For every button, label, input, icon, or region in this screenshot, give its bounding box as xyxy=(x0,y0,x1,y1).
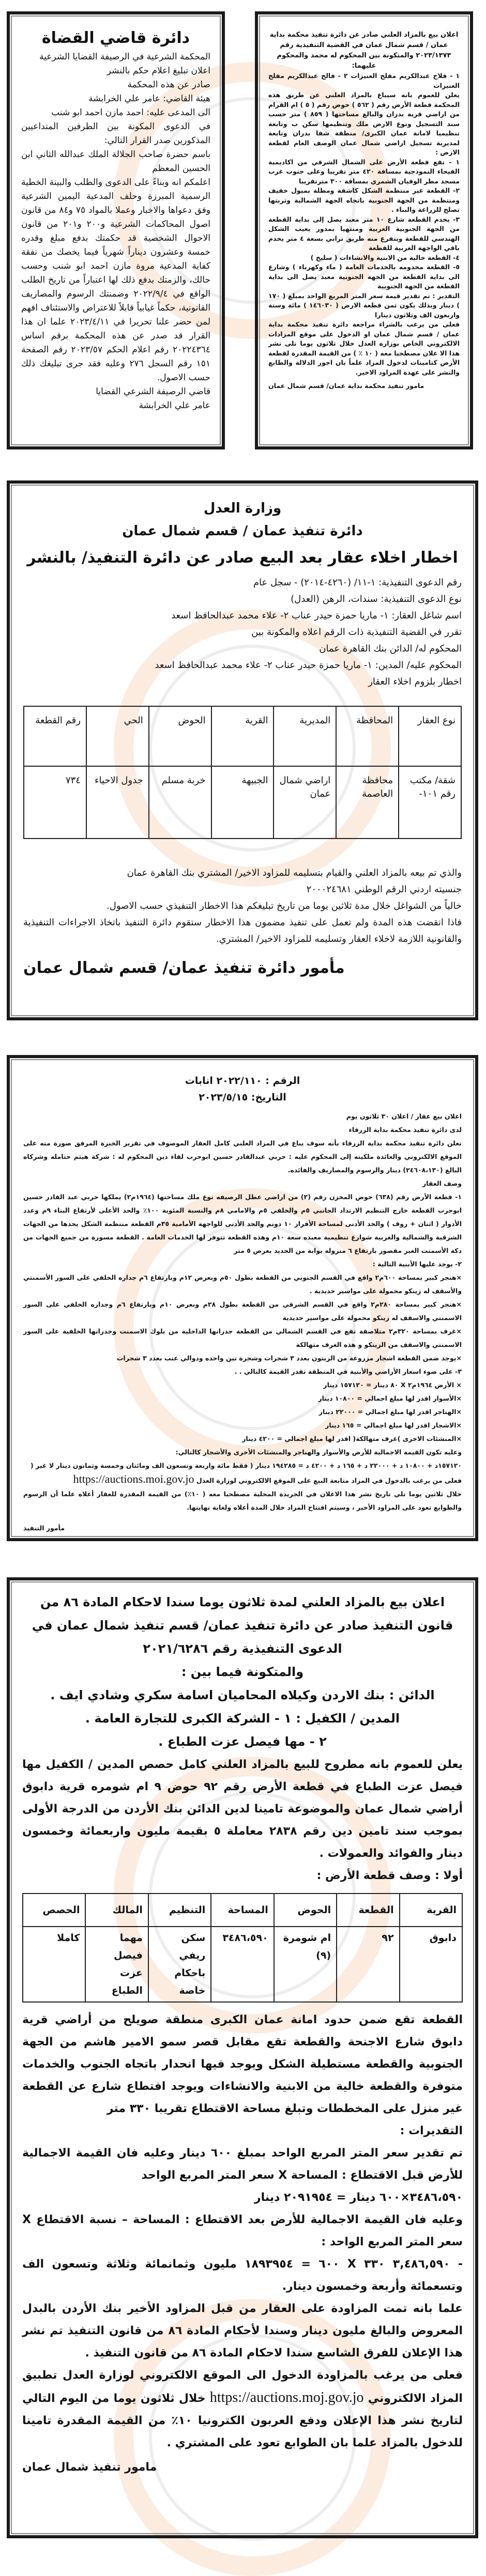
paragraph: اعلان تبليغ اعلام حكم بالنشر xyxy=(107,66,210,76)
paragraph: تقرر في القضية التنفيذية ذات الرقم اعلاه والمكونة بين xyxy=(251,627,462,638)
paragraph: ٢ - مها فيصل عزت الطباع . xyxy=(158,1734,327,1749)
notice-badran-auction xyxy=(255,11,473,449)
paragraph: ×الأسوار اقدر لها مبلغ اجمالي = ١٠٨٠٠ دينار xyxy=(318,1394,462,1402)
paragraph: ١- قطعة الأرض رقم (٦٣٨) حوض المخزن رقم (٢) من اراضي عطل الرصيفه نوع ملك مساحتها (١٩٦٤م٢) يملكها حربي عبد القادر حسين ابوحرب القطعة خارج التنظيم الارتداد الجانبي ٥م والخلفي ٥م والامامي ٨م والنسبة المئوية ١٠٠٪ والحد الأعلى لأرتفاع البناء ٩م وعدد الأدوار ( اثنان + روف ) والحد الأدنى لمساحة الأفراز ١٠ دونم والحد الأدنى للواجهة الأمامية ٣٥م القطعة منتظمة الشكل يحدها من الجهات الشرقية والشمالية والغربية شوارع تنظيمية معبده سعة ١٠م وهذه القطعة تتوفر لها الخدمات العامة . القطعة مسورة من جميع الجهات من دكة الأسمنت الغير مقصور بارتفاع ٦ متروله بوابة من الحديد بعرض ٥ متر xyxy=(23,1193,462,1254)
notice-header xyxy=(22,1591,463,1753)
paragraph: ٣- يخدم القطعة شارع ١٠ متر معبد يصل إلى بداية القطعة من الجهة الجنوبية الغربية ومنتهيا بمدور يعيب الشكل الهندسي للقطعة ويتفرع منه طريق ترابي بسعة ٤ متر يخدم باقي الواجهة الغربية للقطعة xyxy=(268,215,460,252)
notice-body xyxy=(268,71,460,377)
paragraph: اخطار بلزوم اخلاء العقار xyxy=(368,676,462,687)
column-header: نوع العقار xyxy=(399,706,461,766)
auctions-link[interactable]: https://auctions.moj.gov.jo xyxy=(209,2389,364,2406)
column-header: الحوض xyxy=(149,706,211,766)
notice-body-after xyxy=(23,865,462,948)
paragraph: والذي تم بيعه بالمزاد العلني والقيام بتسليمه للمزاود الاخير/ المشتري بنك القاهرة عمان xyxy=(127,867,462,878)
paragraph: ١ - تقع قطعة الأرض على الشمال الشرقي من اكاديمية الفيحاء النموذجية بمسافة ٤٢٠ متر تقريبا وعلى جنوب غرب مسجد مطر الوقيان الشمري بمسافة ٣٠٠ مترتقريبا xyxy=(268,158,460,185)
paragraph: تعلن دائرة تنفيذ محكمة بداية الزرقاء بأنه سوف يباع في المزاد العلني كامل العقار الموصوف في تقرير الخبرة المرفق صورة منه على الموقع الالكتروني والعائدة ملكيته إلى المحكوم عليه : حربي عبدالقادر حسين ابوحرب لقاء دين المحكوم له : شركة هيثم حتامله وشركاه البالغ (٢٤٦٠٨،١٣٠) دينار والرسوم والمصاريف والفائده. xyxy=(23,1139,462,1174)
paragraph: اعلان بيع بالمزاد العلني لمدة ثلاثون يوما سندا لاحكام المادة ٨٦ من قانون التنفيذ صادر عن دائرة تنفيذ عمان/ قسم تنفيذ شمال عمان في الدعوى التنفيذية رقم ٢٠٢١/٦٢٨٦ xyxy=(32,1595,453,1656)
notice-date: التاريخ: ٢٠٢٣/٥/١٥ xyxy=(199,1092,286,1103)
paragraph: المدين / الكفيل : ١ - الشركة الكبرى للتجارة العامة . xyxy=(85,1711,400,1726)
paragraph: علما بانه تمت المزاودة على العقار من قبل المزاود الأخير بنك الأردن بالبدل المعروض والبالغ مليون دينار وسندا لأحكام المادة ٨٦ من قانون التنفيذ تم نشر هذا الإعلان للفرق الشاسع سندا لاحكام المادة ٨٦ من قانون التنفيذ . xyxy=(22,2302,463,2360)
paragraph: عامر علي الخرابشة xyxy=(139,400,210,411)
paragraph: هيئة القاضي: عامر علي الخرابشة xyxy=(88,94,210,104)
paragraph: التقدير : تم تقدير قيمة سعر المتر المربع الواحد بمبلغ ( ١٧٠ ) دينار وبذلك يكون ثمن قطعة الارض ( ١٤٦٠٣٠ ) مائة وستة واربعون الف وثلاثون دينارا xyxy=(268,291,460,319)
table-cell: سكن ريفي باحكام خاصة xyxy=(148,1927,211,2002)
column-header: الحصص xyxy=(23,1894,85,1927)
paragraph: ×هنجر كبير بمساحة ٦٠٠م٢ واقع في القسم الجنوبي من القطعة بطول ٥٠م وبعرض ١٢م وبارتفاع ٦م جداره الخلفي على السور الأسمنتي والأسقف له زينكو محمولة على مواسير حديدية . xyxy=(23,1274,462,1295)
column-header: الحي xyxy=(86,706,149,766)
table-header-row xyxy=(23,1894,462,1927)
closing-text: خلال ثلاثون يوما من اليوم التالي لتاريخ نشر هذا الإعلان ودفع العربون الكترونيا ١٠٪ من القيمة المقدرة تامينا للدخول بالمزاد علما بان الطوابع تعود على المشتري . xyxy=(22,2392,463,2449)
notice-body xyxy=(23,575,462,690)
column-header: التنظيم xyxy=(148,1894,211,1927)
paragraph: المحكوم له/ الدائن بنك القاهرة عمان xyxy=(319,643,462,654)
column-header: المساحة xyxy=(211,1894,274,1927)
department-name: دائرة تنفيذ عمان / قسم شمال عمان xyxy=(122,523,363,539)
url-intro: فعلى من يرغب بالمزاودة الدخول الى الموقع الالكتروني لوزارة العدل تطبيق المزاد الالكتروني xyxy=(22,2369,463,2405)
paragraph: تم تقدير سعر المتر المربع الواحد بمبلغ ٦٠٠ دينار وعليه فان القيمة الاجمالية للأرض قبل الاقتطاع : المساحة X سعر المتر المربع الواحد xyxy=(22,2147,463,2182)
notice-header: اعلان بيع بالمزاد العلني صادر عن دائرة تنفيذ محكمة بداية عمان / قسم شمال عمان في القضية التنفيذية رقم ٢٠٢٣/١٣٧٣ والمتكونة بين المحكوم له محمد والمحكوم عليهما: xyxy=(269,31,459,70)
notice-body xyxy=(21,50,210,385)
notice-body xyxy=(22,1753,463,1887)
paragraph: ×هنجر كبير بمساحة ٢٨٠م٢ واقع في القسم الشرقي من القطعة بطول ٢٨م وبعرض ١٠م وبارتفاع ٦م وجداره الخلفي على السور الاسمنتي والاسقف له زينكو محمولة على مواسير حديدية xyxy=(23,1300,462,1322)
paragraph: قاضي الرصيفة الشرعي القضايا xyxy=(96,386,210,397)
table-cell: خربة مسلم xyxy=(149,766,211,839)
paragraph: ×المنشئات الاخرى )غرف متهالكة( اقدر لها مبلغ اجمالي = ٤٢٠٠ دينار xyxy=(242,1435,462,1442)
signature: مأمور التنفيذ xyxy=(23,1524,65,1532)
table-cell: اراضي شمال عمان xyxy=(274,766,336,839)
signature: مامور تنفيذ محكمة بداية عمان/ قسم شمال عمان xyxy=(268,382,424,390)
table-row xyxy=(23,1927,462,2002)
paragraph: القطعة تقع ضمن حدود امانة عمان الكبرى منطقة صويلح من أراضي قرية دابوق شارع الاجنحة والقطعة تقع مقابل قصر سمو الامير هاشم من الجهة الجنوبية والقطعة مستطيلة الشكل ويوجد فيها انحدار باتجاه الجنوب والخدمات متوفرة والقطعة خالية من الابنية والانشاءات ويوجد افتطاع شارع عن القطعة غير منزل على المخططات وتبلغ مساحة الاقتطاع تقريبا ٣٣٠ متر xyxy=(22,2013,463,2115)
column-header: رقم القطعة xyxy=(24,706,86,766)
notice-dabouq-auction xyxy=(7,1577,478,2538)
paragraph: ١٥٧١٢٠د + ١٠٨٠٠ د + ٢٢٠٠٠ د + ١٦٥ د + ٤٢٠٠ د = ١٩٤٢٨٥ دينار ( فقط مائة واربعة وتسعون الف ومائتان وخمسة وثمانون دينار لا غير ( xyxy=(30,1462,462,1469)
column-header: القطعة xyxy=(337,1894,399,1927)
paragraph: ٥- القطعة مخدومه بالخدمات العامة ( ماء وكهرباء ) وشارع الى بداية القطعة من الجهة الجنوبية معبد يصل الى بداية القطعة من الجهة الجنوبية xyxy=(268,263,460,290)
table-cell: كاملا xyxy=(23,1927,85,2002)
notice-body-after xyxy=(22,2009,463,2364)
auctions-link[interactable]: https://auctions.moi.gov.jo xyxy=(73,1472,194,1485)
paragraph: المحكمة الشرعية في الرصيفة القضايا الشرعية xyxy=(39,52,210,62)
column-header: المديرية xyxy=(274,706,336,766)
reference-number: الرقم : ٢٠٢٢/١١٠ انابات xyxy=(185,1075,300,1087)
paragraph: يعلن للعموم بانه سيباع بالمزاد العلني عن طريق هذه المحكمة قطعة الأرض رقم ( ٥٦٢ ) حوض رقم ( ٥ ) ام القرام من اراضي قرية بدران والبالغ مساحتها ( ٨٥٩ ) متر حسب سند التسجيل ونوع الارض ملك وتنظيمها سكن ب وتابعة تنظيميا لامانة عمان الكبرى/ منطقة شفا بدران وتابعة لمديرية تسجيل اراضي شمال عمان الوصف العام لقطعة الارض : xyxy=(268,91,460,156)
paragraph: والمتكونة فيما بين : xyxy=(181,1665,304,1679)
paragraph: فعلى من يرغب بالشراء مراجعة دائرة تنفيذ محكمة بداية عمان / قسم شمال عمان او الدخول على موقع المزادات الالكتروني الخاص بوزارة العدل خلال ثلاثون يوما تلى نشر هذا الا علان مصطحبا معه ( ١٠ ٪ ) من القيمة المقدرة لقطعة الأرض كتامينات لدخول المزاد علماً بان اجور الدلالة والطابع والنشر على عهدة المزاود الاخير. xyxy=(268,320,460,376)
paragraph: وعليه تكون القيمة الاجمالية للأرض والأسوار والهناجر والمنشئات الأخرى والأشجار كالتالي: xyxy=(175,1448,462,1456)
paragraph: × الأرض ١٩٦٤م٢ X ٨٠ دينار = ١٥٧١٢٠ دينار xyxy=(323,1381,462,1389)
signature: مأمور دائرة تنفيذ عمان/ قسم شمال عمان xyxy=(23,959,345,977)
table-cell: محافظة العاصمة xyxy=(336,766,399,839)
paragraph: ١ - فلاح عبدالكريم مفلح العنيزات ٢ - فالح عبدالكريم مفلح العنيزات xyxy=(268,72,460,89)
paragraph: لدى دائرة تنفيذ محكمة بداية الزرقاء xyxy=(348,1126,462,1134)
table-cell: ٣٤٨٦،٥٩٠ xyxy=(211,1927,274,2002)
column-header: المحافظة xyxy=(336,706,399,766)
url-intro: فعلى من يرغب بالدخول في المزاد متابعة البيع على الموقع الالكتروني لوزارة العدل xyxy=(196,1477,462,1484)
paragraph: ×الهناجر اقدر لها مبلغ اجمالي = ٢٢٠٠٠ دينار xyxy=(318,1408,462,1416)
notice-title: دائرة قاضي القضاة xyxy=(41,29,190,47)
paragraph: - ٣,٤٨٦,٥٩٠ ٣٣٠ X ٦٠٠ = ١٨٩٣٩٥٤ مليون وثمانمائة وثلاثة وتسعون الف وتسعمائة وأربعة وخمسون دينار. xyxy=(22,2258,463,2293)
table-header-row xyxy=(24,706,461,766)
column-header: القرية xyxy=(211,706,274,766)
paragraph: ×يوجد ضمن القطعة اشجار مزروعة من الزيتون بعدد ٣ شجرات وشجرة تين واحده ودوالي عنب بعدد ٣ شجرات xyxy=(116,1354,462,1362)
paragraph: ×الاشجار اقدر لها مبلغ اجمالي = ١٦٥ دينار xyxy=(325,1421,462,1429)
notice-title: اخطار اخلاء عقار بعد البيع صادر عن دائرة التنفيذ/ بالنشر xyxy=(27,549,458,567)
table-cell: الجبيهة xyxy=(211,766,274,839)
notice-body xyxy=(23,1110,462,1472)
paragraph: باسم حضرة صاحب الجلالة الملك عبدالله الثاني ابن الحسين المعظم xyxy=(21,149,210,174)
table-cell: ٩٢ xyxy=(337,1927,399,2002)
paragraph: اسم شاغل العقار: ١- ماريا حمزة حيدر عناب ٢- علاء محمد عبدالحافظ اسعد xyxy=(171,610,462,621)
notice-qadi-judgment xyxy=(7,11,225,449)
column-header: المالك xyxy=(85,1894,148,1927)
paragraph: ٢- يوجد عليها الأبنية التالية : xyxy=(372,1260,462,1268)
paragraph: فاذا انقضت هذه المدة ولم تعمل على تنفيذ مضمون هذا الاخطار ستقوم دائرة التنفيذ باتخاذ الاجراءات التنفيذية والقانونية اللازمة لاخلاء العقار وتسليمه للمزاود الاخير/ المشتري. xyxy=(23,917,462,944)
paragraph: في الدعوى المكونة بين الطرفين المتداعيين المذكورين صدر القرار التالي: xyxy=(21,121,210,146)
paragraph: يعلن للعموم بانه مطروح للبيع بالمزاد العلني كامل حصص المدين / الكفيل مها فيصل عزت الطباع في قطعة الأرض رقم ٩٢ حوض ٩ ام شومره قرية دابوق أراضي شمال عمان والموضوعة تامينا لدين الدائن بنك الأردن من الدرجة الأولى بموجب سند تامين دين رقم ٢٨٣٨ معاملة ٥ بقيمة مليون واربعمائة وخمسون دينار والفوائد والعمولات . xyxy=(22,1758,463,1860)
paragraph: الدائن : بنك الاردن وكيلاه المحاميان اسامة سكري وشادي ايف . xyxy=(50,1688,435,1702)
table-cell: جدول الاحياء xyxy=(86,766,149,839)
property-table xyxy=(23,706,462,839)
closing-text: خلال ثلاثين يوما تلي تاريخ نشر هذا الاعلان في الجريدة المحلية مصطحبا معه ( ١٠٪) من القيمة المقدرة للعقار أعلاه علما أن الرسوم والطوابع تعود على المزاود الأخير ، وسيتم افتتاح المزاد خلال المدة أعلاه ولغاية نهايتها. xyxy=(23,1490,462,1511)
column-header: القرية xyxy=(400,1894,462,1927)
table-cell: ام شومرة (٩) xyxy=(274,1927,337,2002)
notice-zarqa-auction xyxy=(7,1055,478,1541)
paragraph: اعلمكم انه وبناءً على الدعوى والطلب والبينة الخطية الرسمية المبرزة وحلف المدعية اليمين الشرعية وفق دعواها والاخبار وعملا بالمواد ٧٥ و٨٤ من قانون اصول المحاكمات الشرعية و٢٠٠ و٢٠١ من قانون الاحوال الشخصية قد حكمتك بدفع مبلغ وقدره خمسة وعشرون ديناراً شهرياً فيما يخصك من نفقة كفاية المدعية مروة مازن احمد ابو شنب وحسب حالك، والزمتك بدفع ذلك لها اعتباراً من تاريخ الطلب الواقع في ٢٠٢٢/٩/٤ وضمنتك الرسوم والمصاريف القانونية، حكماً غيابياً قابلاً للاعتراض والاستئناف افهم لمن حضر علنا تحريرا في ٢٠٢٣/٤/١١ علما ان هذا القرار قد صدر عن هذه المحكمة برقم اساس ٢٠٢٢٤٣٦٤ رقم اعلام الحكم ٢٠٢٣/٥٧ رقم الصفحة ١٥١ رقم السجل ٢٧٦ وعليه فقد جرى تبليغك ذلك حسب الاصول. xyxy=(21,177,210,383)
paragraph: نوع الدعوى التنفيذية: سندات، الرهن (العدل) xyxy=(291,594,462,604)
land-table xyxy=(22,1893,463,2003)
paragraph: المحكوم عليه/ المدين: ١- ماريا حمزة حيدر عناب ٢- علاء محمد عبدالحافظ اسعد xyxy=(155,660,462,671)
ministry-name: وزارة العدل xyxy=(203,501,282,516)
paragraph: ×غرف بمساحة ٣٢٠م٢ متلاصقة تقع في القسم الشمالي من القطعة جدرانها الداخلية من بلوك الاسمنت وجدرانها الخلفية على السور الاسمنتي والاسقف من الزينكو و هذه الغرف متهالكة xyxy=(23,1327,462,1348)
notice-eviction xyxy=(7,480,478,1020)
signature: مامور تنفيذ شمال عمان xyxy=(22,2461,157,2474)
table-cell: شقة/ مكتب رقم ١٠١- xyxy=(399,766,461,839)
paragraph: ٣- على ضوء اسعار الأراضي والأبنية في المنطقة تقدر القيمة كالتالي . . xyxy=(234,1368,462,1375)
paragraph: أولا : وصف قطعة الأرض : xyxy=(316,1869,463,1882)
paragraph: ٢- القطعة غير منتظمة الشكل كاشفة ومطلة بميول خفيف ومنتظمة من الجهة الجنوبية باتجاه الجهة الشمالية وتربتها تصلح للزراعة والبناء . xyxy=(268,187,460,213)
paragraph: ٤- القطعة خالية من الابنية والانشاءات ( سليخ ) xyxy=(310,253,460,261)
paragraph: وصف العقار xyxy=(422,1180,462,1187)
column-header: الحوض xyxy=(274,1894,337,1927)
table-cell: دابوق xyxy=(400,1927,462,2002)
paragraph: اعلان بيع عقار / اعلان ٣٠ ثلاثون يوم xyxy=(346,1112,462,1120)
paragraph: صادر عن هذه المحكمة xyxy=(127,80,210,90)
paragraph: خالياً من الشواغل خلال مدة ثلاثين يوما من تاريخ تبليغكم هذا الاخطار التنفيذي حسب الاصول. xyxy=(107,901,462,911)
paragraph: وعليه فان القيمة الاجمالية للأرض بعد الاقتطاع : المساحة – نسبة الاقتطاع X سعر المتر المربع الواحد : xyxy=(22,2213,463,2248)
paragraph: رقم الدعوى التنفيذية: ١-١١/ (٤٢٦٠-٢٠١٤) - سجل عام xyxy=(253,577,462,588)
paragraph: التقديرات : xyxy=(400,2124,463,2137)
paragraph: جنسيته اردني الرقم الوطني ٢٠٠٠٢٤٦٨١ xyxy=(306,884,462,895)
paragraph: ٣٤٨٦،٥٩٠×٦٠٠ دينار = ٢٠٩١٩٥٤ دينار xyxy=(254,2191,463,2204)
table-cell: ٧٣٤ xyxy=(24,766,86,839)
paragraph: الى المدعى عليه: احمد مازن احمد ابو شنب xyxy=(51,107,210,118)
table-cell: مهما فيصل عزت الطباع xyxy=(85,1927,148,2002)
table-row xyxy=(24,766,461,839)
signature xyxy=(21,385,210,413)
